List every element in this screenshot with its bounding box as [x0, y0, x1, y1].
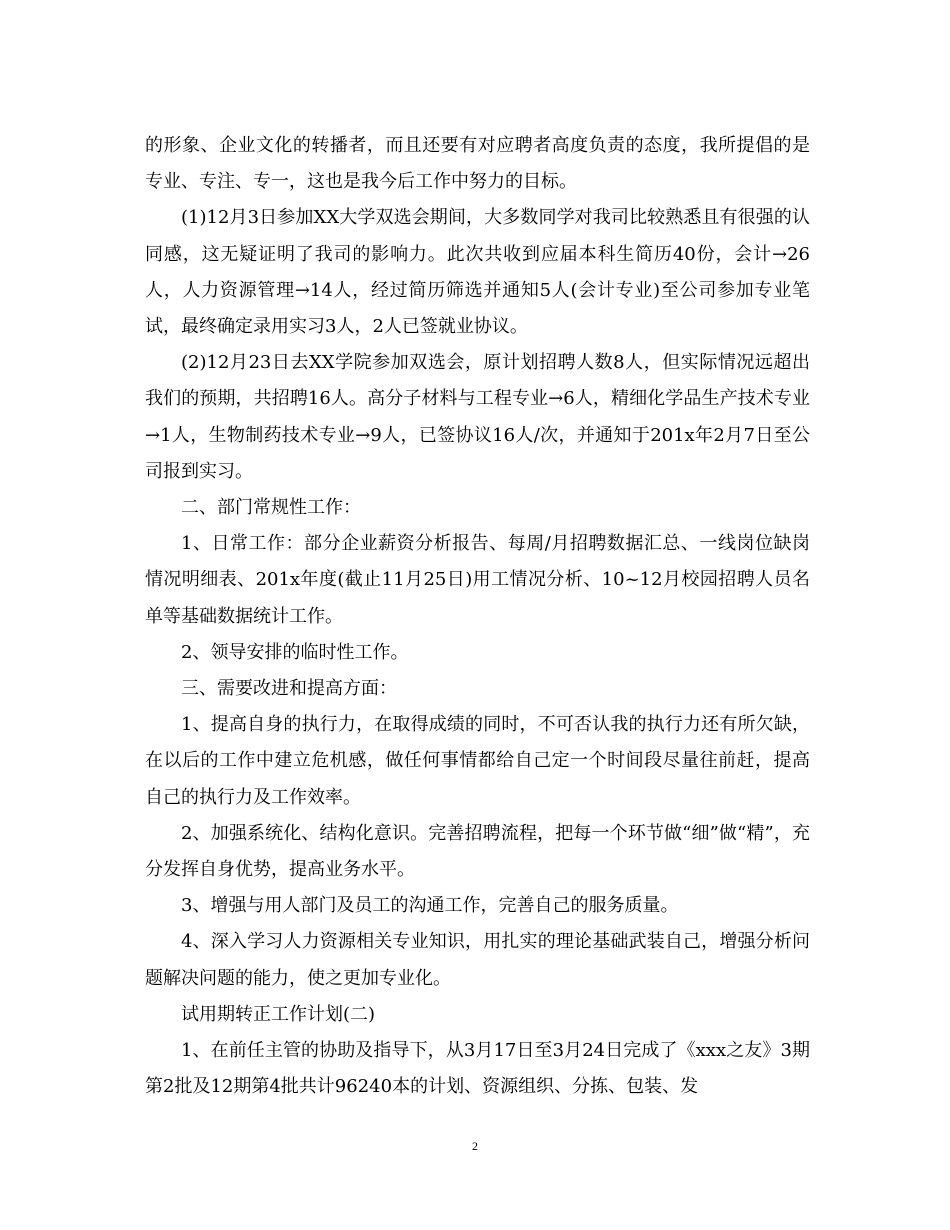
paragraph-3: (2)12月23日去XX学院参加双选会，原计划招聘人数8人，但实际情况远超出我们的预期，共招聘16人。高分子材料与工程专业→6人，精细化学品生产技术专业→1人，生物制药技术专业→9人，已签协议16人/次，并通知于201x年2月7日至公司报到实习。	[145, 352, 810, 482]
section-heading-routine-work: 二、部门常规性工作：	[181, 497, 361, 519]
page-number: 2	[472, 1139, 478, 1153]
paragraph-1: 的形象、企业文化的转播者，而且还要有对应聘者高度负责的态度，我所提倡的是专业、专注、专一，这也是我今后工作中努力的目标。	[145, 135, 810, 193]
paragraph-5: 1、日常工作：部分企业薪资分析报告、每周/月招聘数据汇总、一线岗位缺岗情况明细表、201x年度(截止11月25日)用工情况分析、10~12月校园招聘人员名单等基础数据统计工作。	[145, 533, 810, 627]
paragraph-13: 1、在前任主管的协助及指导下，从3月17日至3月24日完成了《xxx之友》3期第2批及12期第4批共计96240本的计划、资源组织、分拣、包装、发	[145, 1040, 810, 1098]
paragraph-11: 4、深入学习人力资源相关专业知识，用扎实的理论基础武装自己，增强分析问题解决问题的能力，使之更加专业化。	[145, 931, 810, 989]
paragraph-9: 2、加强系统化、结构化意识。完善招聘流程，把每一个环节做“细”做“精”，充分发挥自身优势，提高业务水平。	[145, 822, 810, 881]
paragraph-6: 2、领导安排的临时性工作。	[181, 641, 409, 663]
document-body	[145, 128, 810, 1105]
section-heading-improvements: 三、需要改进和提高方面：	[181, 678, 397, 700]
paragraph-10: 3、增强与用人部门及员工的沟通工作，完善自己的服务质量。	[181, 895, 679, 917]
paragraph-2: (1)12月3日参加XX大学双选会期间，大多数同学对我司比较熟悉且有很强的认同感，这无疑证明了我司的影响力。此次共收到应届本科生简历40份，会计→26人，人力资源管理→14人，经过简历筛选并通知5人(会计专业)至公司参加专业笔试，最终确定录用实习3人，2人已签就业协议。	[145, 207, 810, 338]
paragraph-8: 1、提高自身的执行力，在取得成绩的同时，不可否认我的执行力还有所欠缺，在以后的工作中建立危机感，做任何事情都给自己定一个时间段尽量往前赶，提高自己的执行力及工作效率。	[145, 714, 810, 808]
section-heading-plan-two: 试用期转正工作计划(二)	[181, 1003, 376, 1025]
